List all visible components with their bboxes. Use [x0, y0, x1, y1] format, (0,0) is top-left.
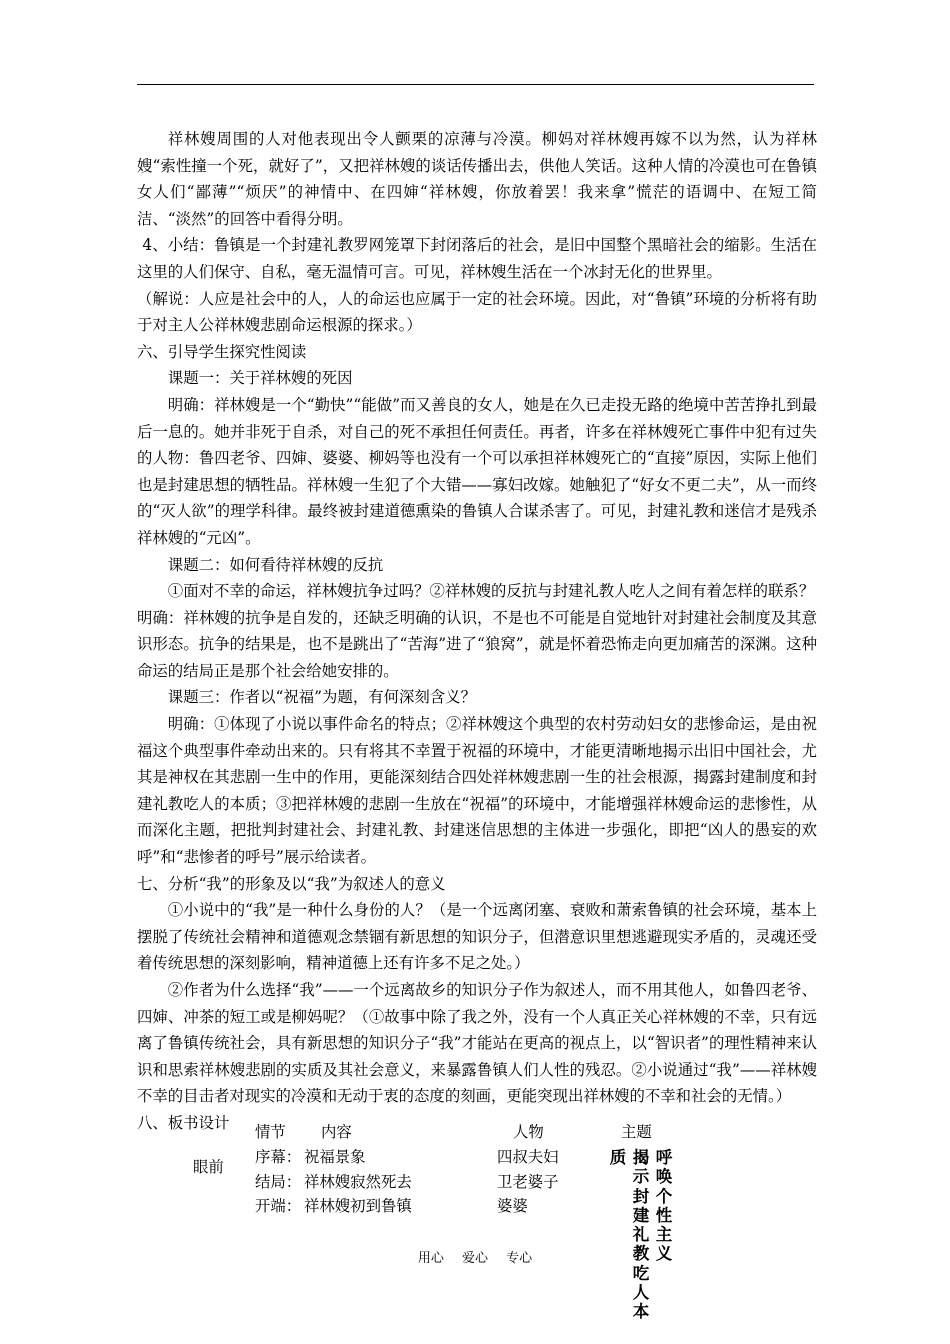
section-heading: 八、板书设计: [137, 1113, 230, 1132]
paragraph: 明确：祥林嫂的抗争是自发的，还缺乏明确的认识，不是也不可能是自觉地针对封建社会制度及其意识形态。抗争的结果是，也不是跳出了“苦海”进了“狼窝”，就是怀着恐怖走向更加痛苦的深渊。这种命运的结局正是那个社会给她安排的。: [137, 608, 817, 680]
board-header-characters: 人物: [513, 1123, 544, 1141]
paragraph: 4、小结：鲁镇是一个封建礼教罗网笼罩下封闭落后的社会，是旧中国整个黑暗社会的缩影。生活在这里的人们保守、自私，毫无温情可言。可见，祥林嫂生活在一个冰封无化的世界里。: [137, 236, 817, 281]
section-heading: 六、引导学生探究性阅读: [137, 342, 307, 361]
topic-heading: 课题二：如何看待祥林嫂的反抗: [167, 555, 384, 574]
board-row-content: 祝福景象: [304, 1148, 366, 1166]
paragraph: ②作者为什么选择“我”——一个远离故乡的知识分子作为叙述人，而不用其他人，如鲁四老爷、四婶、冲茶的短工或是柳妈呢？（①故事中除了我之外，没有一个人真正关心祥林嫂的不幸，只有远离了鲁镇传统社会，具有新思想的知识分子“我”才能站在更高的视点上，以“智识者”的理性精神来认识和思索祥林嫂悲剧的实质及其社会意义，来暴露鲁镇人们人性的残忍。②小说通过“我”——祥林嫂不幸的目击者对现实的冷漠和无动于衷的态度的刻画，更能突现出祥林嫂的不幸和社会的无情。）: [137, 981, 817, 1106]
board-side-label: 眼前: [193, 1158, 224, 1176]
paragraph: （解说：人应是社会中的人，人的命运也应属于一定的社会环境。因此，对“鲁镇”环境的分析将有助于对主人公祥林嫂悲剧命运根源的探求。）: [137, 289, 817, 335]
board-row-characters: 卫老婆子: [497, 1173, 559, 1191]
topic-heading: 课题一：关于祥林嫂的死因: [167, 369, 353, 388]
board-row-characters: 婆婆: [497, 1197, 528, 1215]
section-heading: 七、分析“我”的形象及以“我”为叙述人的意义: [137, 874, 446, 893]
theme-vertical-text: 质: [609, 1148, 627, 1167]
paragraph: 明确：祥林嫂是一个“勤快”“能做”而又善良的女人，她是在久已走投无路的绝境中苦苦挣扎到最后一息的。她并非死于自杀，对自己的死不承担任何责任。再者，许多在祥林嫂死亡事件中犯有过失的人物：鲁四老爷、四婶、婆婆、柳妈等也没有一个可以承担祥林嫂死亡的“直接”原因，实际上他们也是封建思想的牺牲品。祥林嫂一生犯了个大错——寡妇改嫁。她触犯了“好女不更二夫”，从一而终的“灭人欲”的理学科律。最终被封建道德熏染的鲁镇人合谋杀害了。可见，封建礼教和迷信才是残杀祥林嫂的“元凶”。: [137, 395, 817, 547]
board-header-theme: 主题: [621, 1123, 652, 1141]
board-row-plot: 结局：: [255, 1173, 302, 1191]
theme-vertical-text: 揭示封建礼教吃人本: [632, 1148, 650, 1322]
topic-heading: 课题三：作者以“祝福”为题，有何深刻含义？: [167, 688, 476, 707]
paragraph: ①面对不幸的命运，祥林嫂抗争过吗？②祥林嫂的反抗与封建礼教人吃人之间有着怎样的联系？: [167, 582, 815, 601]
board-row-plot: 序幕：: [255, 1148, 302, 1166]
board-header-content: 内容: [321, 1123, 352, 1141]
paragraph: ①小说中的“我”是一种什么身份的人？（是一个远离闭塞、衰败和萧索鲁镇的社会环境，基本上摆脱了传统社会精神和道德观念禁锢有新思想的知识分子，但潜意识里想逃避现实矛盾的，灵魂还受着传统思想的深刻影响，精神道德上还有许多不足之处。）: [137, 901, 817, 973]
paragraph: 祥林嫂周围的人对他表现出令人颤栗的凉薄与冷漠。柳妈对祥林嫂再嫁不以为然，认为祥林嫂“索性撞一个死，就好了”，又把祥林嫂的谈话传播出去，供他人笑话。这种人情的冷漠也可在鲁镇女人们“鄙薄”“烦厌”的神情中、在四婶“祥林嫂，你放着罢！我来拿”慌茫的语调中、在短工简洁、“淡然”的回答中看得分明。: [137, 130, 817, 228]
board-header-plot: 情节: [255, 1123, 286, 1141]
board-row-characters: 四叔夫妇: [497, 1148, 559, 1166]
board-row-content: 祥林嫂初到鲁镇: [304, 1197, 412, 1215]
theme-vertical-text: 呼唤个性主义: [655, 1148, 673, 1264]
page-footer: 用心 爱心 专心: [417, 1251, 533, 1266]
board-row-content: 祥林嫂寂然死去: [304, 1173, 412, 1191]
board-row-plot: 开端：: [255, 1197, 302, 1215]
paragraph: 明确：①体现了小说以事件命名的特点；②祥林嫂这个典型的农村劳动妇女的悲惨命运，是由祝福这个典型事件牵动出来的。只有将其不幸置于祝福的环境中，才能更清晰地揭示出旧中国社会，尤其是神权在其悲剧一生中的作用，更能深刻结合四处祥林嫂悲剧一生的社会根源，揭露封建制度和封建礼教吃人的本质；③把祥林嫂的悲剧一生放在“祝福”的环境中，才能增强祥林嫂命运的悲惨性，从而深化主题，把批判封建社会、封建礼教、封建迷信思想的主体进一步强化，即把“凶人的愚妄的欢呼”和“悲惨者的呼号”展示给读者。: [137, 715, 817, 867]
